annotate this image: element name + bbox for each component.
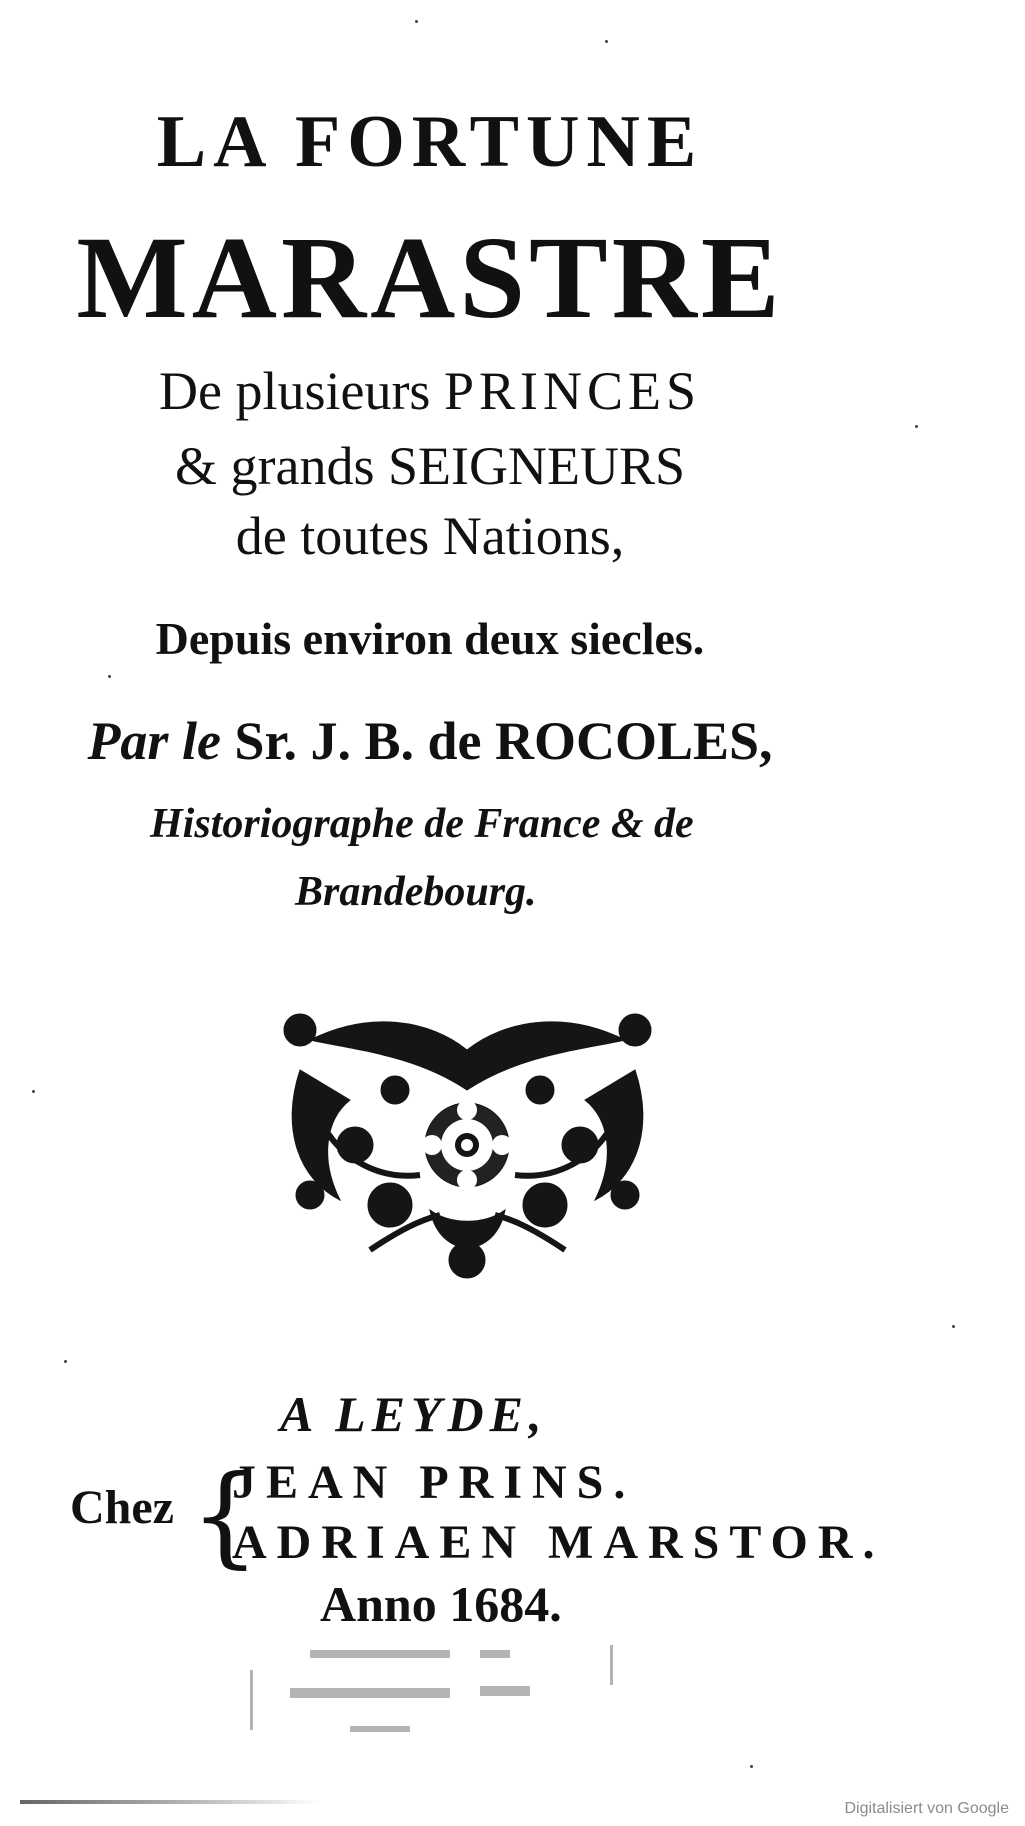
imprint-year: Anno 1684.: [320, 1576, 562, 1632]
subtitle-line-3: de toutes Nations,: [235, 506, 625, 566]
title-line-1: LA FORTUNE: [156, 101, 704, 183]
subtitle-line-4: Depuis environ deux siecles.: [155, 613, 705, 664]
title-line-2: MARASTRE: [76, 212, 784, 343]
author-role-line-2: Brandebourg.: [295, 869, 537, 915]
subtitle-caps: PRINCES: [443, 361, 702, 421]
digitization-watermark: Digitalisiert von Google: [844, 1800, 1009, 1817]
library-stamp: [240, 1640, 640, 1750]
page-edge-shadow: [20, 1800, 320, 1804]
author-prefix: Par le: [87, 711, 221, 771]
printers-ornament: [280, 1010, 655, 1290]
imprint-place: A LEYDE,: [280, 1386, 548, 1442]
imprint-printer-1: JEAN PRINS.: [232, 1456, 636, 1509]
author-name: Sr. J. B. de ROCOLES,: [220, 711, 773, 771]
imprint-printer-2: ADRIAEN MARSTOR.: [232, 1516, 885, 1569]
subtitle-line-2: & grands SEIGNEURS: [175, 436, 685, 496]
author-role-line-1: Historiographe de France & de: [150, 801, 694, 847]
author-line: [0, 710, 860, 772]
subtitle-line-1: [0, 360, 860, 422]
subtitle-prefix: De plusieurs: [158, 361, 444, 421]
imprint-chez: Chez: [70, 1481, 174, 1534]
imprint-brace: {: [190, 1451, 260, 1579]
